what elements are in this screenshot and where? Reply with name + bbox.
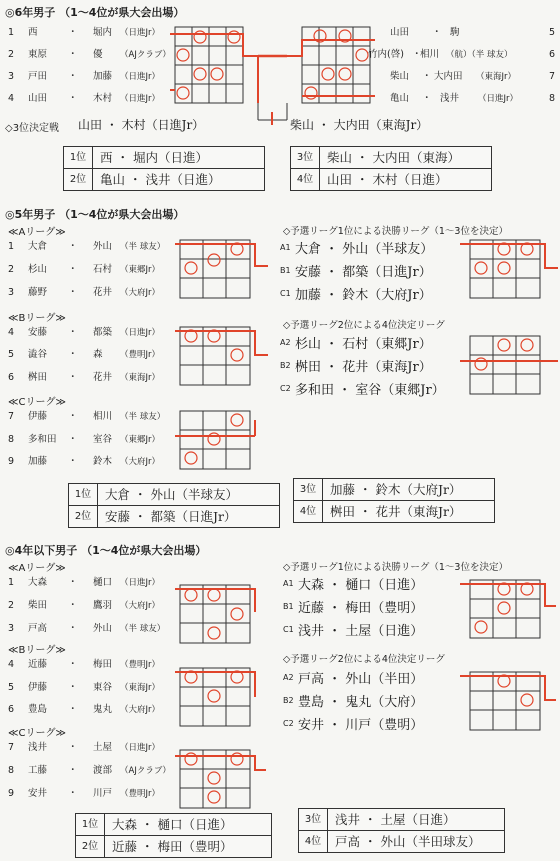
result-row: [291, 168, 491, 190]
club-name: （半 球友）: [120, 242, 166, 252]
rank-label: 1位: [76, 814, 105, 835]
separator: ・: [68, 411, 78, 422]
club-name: （豊明Jr）: [120, 660, 161, 670]
player-name: 浅井: [28, 742, 48, 753]
player-name: 近藤: [28, 659, 48, 670]
section-title-4th-grade: ◎4年以下男子 （1～4位が県大会出場）: [5, 544, 207, 557]
result-team: 柴山 ・ 大内田（東海）: [327, 150, 460, 165]
partner-name: 花井: [93, 287, 113, 298]
club-name: （日進Jr）: [120, 94, 161, 104]
player-name: 亀山: [390, 93, 410, 104]
sec5-results-3-4: [293, 478, 495, 523]
seed-code: B2: [283, 696, 294, 705]
seed-code: A2: [280, 338, 291, 347]
fourth-team: 杉山 ・ 石村（東郷Jr）: [295, 337, 432, 352]
club-name: （大府Jr）: [120, 705, 161, 715]
player-name: 藤野: [28, 287, 48, 298]
result-team: 加藤 ・ 鈴木（大府Jr）: [330, 482, 462, 497]
rank-label: 2位: [76, 836, 105, 857]
result-team: 桝田 ・ 花井（東海Jr）: [330, 504, 462, 519]
final-league-title: ◇予選リーグ1位による決勝リーグ（1～3位を決定）: [283, 562, 508, 573]
player-number: 4: [8, 327, 15, 338]
player-name: 杉山: [28, 264, 48, 275]
club-name: （AJクラブ）: [120, 766, 171, 776]
final-team: 近藤 ・ 梅田（豊明）: [298, 601, 424, 616]
final-team: 大倉 ・ 外山（半球友）: [295, 242, 434, 257]
separator: ・: [68, 682, 78, 693]
player-row: [350, 26, 555, 40]
seed-code: C2: [283, 719, 294, 728]
rank-label: 1位: [64, 147, 93, 168]
player-name: 工藤: [28, 765, 48, 776]
separator: ・: [68, 704, 78, 715]
separator: ・: [68, 577, 78, 588]
club-name: （東海Jr）: [120, 683, 161, 693]
partner-name: 相川: [93, 411, 113, 422]
rank-label: 2位: [64, 169, 93, 190]
league-c-label: ≪Cリーグ≫: [8, 728, 66, 739]
separator: ・: [68, 600, 78, 611]
sec4-results-3-4: [298, 808, 505, 853]
partner-name: 優: [93, 49, 103, 60]
result-row: [69, 484, 279, 505]
separator: ・: [68, 327, 78, 338]
result-row: [294, 500, 494, 522]
partner-name: 木村: [93, 93, 113, 104]
club-name: （日進Jr）: [120, 28, 161, 38]
fourth-team: 豊島 ・ 鬼丸（大府）: [298, 695, 424, 710]
player-number: 6: [8, 704, 15, 715]
result-row: [299, 830, 504, 852]
club-name: （日進Jr）: [478, 94, 519, 104]
result-row: [294, 479, 494, 500]
league-b-label: ≪Bリーグ≫: [8, 313, 66, 324]
player-row: [350, 70, 555, 84]
player-name: 東原: [28, 49, 48, 60]
seed-code: B2: [280, 361, 291, 370]
final-league-title: ◇予選リーグ1位による決勝リーグ（1～3位を決定）: [283, 226, 508, 237]
section-title-6th-grade: ◎6年男子 （1～4位が県大会出場）: [5, 6, 185, 19]
club-name: （豊明Jr）: [120, 350, 161, 360]
result-team: 安藤 ・ 都築（日進Jr）: [105, 509, 237, 524]
partner-name: 渡部: [93, 765, 113, 776]
club-name: （東郷Jr）: [120, 435, 161, 445]
player-number: 9: [8, 788, 15, 799]
player-number: 5: [8, 349, 15, 360]
rank-label: 4位: [294, 501, 323, 522]
club-name: （東海Jr）: [120, 373, 161, 383]
rank-label: 3位: [299, 809, 328, 830]
player-name: 大森: [28, 577, 48, 588]
player-name: 山田: [390, 27, 410, 38]
separator: ・: [68, 241, 78, 252]
separator: ・: [68, 659, 78, 670]
player-number: 1: [8, 27, 15, 38]
final-team: 大森 ・ 樋口（日進）: [298, 578, 424, 593]
player-name: 西: [28, 27, 38, 38]
fourth-team: 桝田 ・ 花井（東海Jr）: [295, 360, 432, 375]
result-row: [291, 147, 491, 168]
partner-name: 土屋: [93, 742, 113, 753]
player-name: 安藤: [28, 327, 48, 338]
club-name: （日進Jr）: [120, 72, 161, 82]
player-number: 5: [548, 27, 555, 38]
player-name: 柴山: [390, 71, 410, 82]
player-name: 戸高: [28, 623, 48, 634]
result-team: 戸高 ・ 外山（半田球友）: [335, 834, 481, 849]
fourth-place-league-title: ◇予選リーグ2位による4位決定リーグ: [283, 320, 445, 331]
result-team: 大倉 ・ 外山（半球友）: [105, 487, 238, 502]
player-name: 桝田: [28, 372, 48, 383]
partner-name: 樋口: [93, 577, 113, 588]
league-a-label: ≪Aリーグ≫: [8, 563, 66, 574]
separator: ・: [68, 372, 78, 383]
rank-label: 4位: [291, 169, 320, 190]
result-team: 西 ・ 堀内（日進）: [100, 150, 208, 165]
club-name: （半 球友）: [120, 624, 166, 634]
sec6-results-3-4: [290, 146, 492, 191]
player-number: 1: [8, 577, 15, 588]
player-number: 2: [8, 600, 15, 611]
partner-name: 浅井: [440, 93, 460, 104]
separator: ・: [68, 27, 78, 38]
player-number: 8: [8, 434, 15, 445]
seed-code: A1: [283, 579, 294, 588]
partner-name: 相川: [420, 49, 440, 60]
partner-name: 堀内: [93, 27, 113, 38]
partner-name: 駒: [450, 27, 460, 38]
partner-name: 加藤: [93, 71, 113, 82]
final-team: 浅井 ・ 土屋（日進）: [298, 624, 424, 639]
club-name: （豊明Jr）: [120, 789, 161, 799]
club-name: （大府Jr）: [120, 457, 161, 467]
result-row: [76, 814, 271, 835]
player-name: 伊藤: [28, 682, 48, 693]
club-name: （日進Jr）: [120, 328, 161, 338]
club-name: （大府Jr）: [120, 288, 161, 298]
third-place-team-left: 山田 ・ 木村（日進Jr）: [78, 118, 205, 132]
separator: ・: [432, 27, 442, 38]
separator: ・: [68, 742, 78, 753]
partner-name: 川戸: [93, 788, 113, 799]
separator: ・: [68, 287, 78, 298]
separator: ・: [68, 49, 78, 60]
result-team: 浅井 ・ 土屋（日進）: [335, 812, 456, 827]
partner-name: 都築: [93, 327, 113, 338]
partner-name: 外山: [93, 241, 113, 252]
result-row: [69, 505, 279, 527]
third-place-team-right: 柴山 ・ 大内田（東海Jr）: [290, 118, 429, 132]
seed-code: C1: [280, 289, 291, 298]
sec4-results-1-2: [75, 813, 272, 858]
player-name: 豊島: [28, 704, 48, 715]
partner-name: 室谷: [93, 434, 113, 445]
fourth-team: 多和田 ・ 室谷（東郷Jr）: [295, 383, 445, 398]
player-name: 安井: [28, 788, 48, 799]
separator: ・: [68, 788, 78, 799]
separator: ・: [68, 623, 78, 634]
fourth-place-league-title: ◇予選リーグ2位による4位決定リーグ: [283, 654, 445, 665]
club-name: （日進Jr）: [120, 578, 161, 588]
partner-name: 外山: [93, 623, 113, 634]
player-name: 大倉: [28, 241, 48, 252]
partner-name: 鬼丸: [93, 704, 113, 715]
player-number: 5: [8, 682, 15, 693]
player-row: [350, 92, 555, 106]
rank-label: 1位: [69, 484, 98, 505]
player-number: 2: [8, 264, 15, 275]
club-name: （大府Jr）: [120, 601, 161, 611]
player-row: [350, 48, 555, 62]
club-name: （東郷Jr）: [120, 265, 161, 275]
player-name: 竹内(啓): [368, 49, 404, 60]
result-row: [64, 168, 264, 190]
player-number: 4: [8, 659, 15, 670]
separator: ・: [412, 49, 422, 60]
league-b-label: ≪Bリーグ≫: [8, 645, 66, 656]
separator: ・: [422, 93, 432, 104]
seed-code: B1: [280, 266, 291, 275]
club-name: （東海Jr）: [476, 72, 517, 82]
rank-label: 4位: [299, 831, 328, 852]
player-number: 1: [8, 241, 15, 252]
partner-name: 梅田: [93, 659, 113, 670]
partner-name: 石村: [93, 264, 113, 275]
separator: ・: [68, 434, 78, 445]
fourth-team: 安井 ・ 川戸（豊明）: [298, 718, 424, 733]
club-name: （航）（半 球友）: [446, 50, 513, 60]
sec5-results-1-2: [68, 483, 280, 528]
club-name: （半 球友）: [120, 412, 166, 422]
result-row: [299, 809, 504, 830]
player-number: 7: [548, 71, 555, 82]
result-team: 亀山 ・ 浅井（日進）: [100, 172, 221, 187]
player-number: 8: [8, 765, 15, 776]
player-name: 加藤: [28, 456, 48, 467]
partner-name: 森: [93, 349, 103, 360]
player-number: 7: [8, 411, 15, 422]
player-number: 4: [8, 93, 15, 104]
result-team: 大森 ・ 樋口（日進）: [112, 817, 233, 832]
separator: ・: [422, 71, 432, 82]
player-number: 6: [548, 49, 555, 60]
player-number: 3: [8, 623, 15, 634]
seed-code: C2: [280, 384, 291, 393]
partner-name: 鷹羽: [93, 600, 113, 611]
seed-code: C1: [283, 625, 294, 634]
result-row: [76, 835, 271, 857]
player-name: 戸田: [28, 71, 48, 82]
partner-name: 東谷: [93, 682, 113, 693]
third-place-label: ◇3位決定戦: [5, 123, 60, 134]
rank-label: 3位: [291, 147, 320, 168]
result-team: 山田 ・ 木村（日進）: [327, 172, 448, 187]
fourth-team: 戸高 ・ 外山（半田）: [298, 672, 424, 687]
sec6-results-1-2: [63, 146, 265, 191]
final-team: 加藤 ・ 鈴木（大府Jr）: [295, 288, 432, 303]
section-title-5th-grade: ◎5年男子 （1～4位が県大会出場）: [5, 208, 185, 221]
player-number: 7: [8, 742, 15, 753]
separator: ・: [68, 71, 78, 82]
seed-code: A1: [280, 243, 291, 252]
player-number: 2: [8, 49, 15, 60]
player-name: 伊藤: [28, 411, 48, 422]
separator: ・: [68, 456, 78, 467]
club-name: （日進Jr）: [120, 743, 161, 753]
player-number: 3: [8, 71, 15, 82]
separator: ・: [68, 765, 78, 776]
player-number: 9: [8, 456, 15, 467]
final-team: 安藤 ・ 都築（日進Jr）: [295, 265, 432, 280]
partner-name: 花井: [93, 372, 113, 383]
rank-label: 3位: [294, 479, 323, 500]
partner-name: 鈴木: [93, 456, 113, 467]
player-name: 多和田: [28, 434, 57, 445]
player-name: 山田: [28, 93, 48, 104]
result-team: 近藤 ・ 梅田（豊明）: [112, 839, 233, 854]
separator: ・: [68, 349, 78, 360]
separator: ・: [68, 264, 78, 275]
player-number: 8: [548, 93, 555, 104]
player-name: 柴田: [28, 600, 48, 611]
partner-name: 大内田: [434, 71, 463, 82]
player-name: 澁谷: [28, 349, 48, 360]
player-number: 6: [8, 372, 15, 383]
seed-code: A2: [283, 673, 294, 682]
seed-code: B1: [283, 602, 294, 611]
rank-label: 2位: [69, 506, 98, 527]
separator: ・: [68, 93, 78, 104]
league-a-label: ≪Aリーグ≫: [8, 227, 66, 238]
result-row: [64, 147, 264, 168]
league-c-label: ≪Cリーグ≫: [8, 397, 66, 408]
club-name: （AJクラブ）: [120, 50, 171, 60]
player-number: 3: [8, 287, 15, 298]
